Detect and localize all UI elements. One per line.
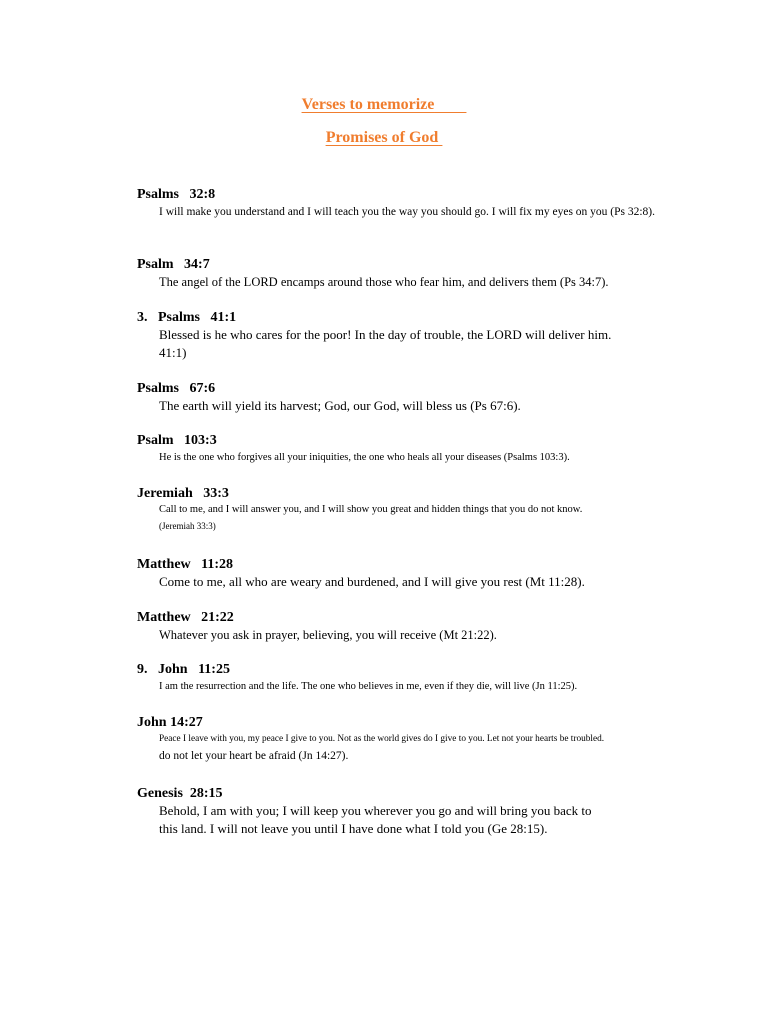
verse-reference: Psalms 32:8 bbox=[137, 187, 216, 202]
verse-item bbox=[137, 785, 697, 838]
verse-item bbox=[137, 186, 697, 221]
verse-item bbox=[137, 380, 697, 415]
verse-text-line: this land. I will not leave you until I have done what I told you (Ge 28:15). bbox=[159, 821, 548, 836]
verse-text: The earth will yield its harvest; God, our God, will bless us (Ps 67:6). bbox=[159, 398, 521, 413]
page-title bbox=[0, 96, 768, 114]
verse-text: I will make you understand and I will teach you the way you should go. I will fix my eyes on you (Ps 32:8). bbox=[159, 206, 656, 218]
verse-text: He is the one who forgives all your iniquities, the one who heals all your diseases (Psalms 103:3). bbox=[159, 452, 570, 463]
verse-reference: 3. Psalms 41:1 bbox=[137, 310, 237, 325]
verse-reference: Psalm 34:7 bbox=[137, 257, 210, 272]
page-subtitle-text bbox=[326, 129, 443, 146]
verse-item bbox=[137, 256, 697, 291]
verse-reference: Jeremiah 33:3 bbox=[137, 486, 229, 501]
verse-text-line: Behold, I am with you; I will keep you wherever you go and will bring you back to bbox=[159, 803, 592, 818]
verse-text bbox=[159, 731, 697, 765]
verse-reference: Matthew 21:22 bbox=[137, 610, 234, 625]
verse-reference: Psalm 103:3 bbox=[137, 433, 217, 448]
verse-reference: Matthew 11:28 bbox=[137, 557, 234, 572]
verse-reference: Psalms 67:6 bbox=[137, 381, 216, 396]
page-subtitle-underline-trail bbox=[438, 129, 442, 146]
verse-reference: Genesis 28:15 bbox=[137, 786, 223, 801]
page-title-label: Verses to memorize bbox=[301, 96, 435, 113]
verse-item bbox=[137, 432, 697, 467]
verse-text: Come to me, all who are weary and burdened, and I will give you rest (Mt 11:28). bbox=[159, 574, 585, 589]
verse-item bbox=[137, 556, 697, 591]
verse-text bbox=[159, 326, 697, 362]
page-subtitle bbox=[0, 129, 768, 147]
verse-item bbox=[137, 661, 697, 696]
page-subtitle-label: Promises of God bbox=[325, 129, 439, 146]
verse-item bbox=[137, 714, 697, 765]
verse-item bbox=[137, 485, 697, 535]
verse-reference: John 14:27 bbox=[137, 715, 203, 730]
verse-text: The angel of the LORD encamps around those who fear him, and delivers them (Ps 34:7). bbox=[159, 275, 609, 289]
verse-text bbox=[159, 802, 697, 838]
verse-text-line: Blessed is he who cares for the poor! In the day of trouble, the LORD will deliver him. bbox=[159, 327, 612, 342]
page-title-text bbox=[302, 96, 467, 113]
verse-text-line: 41:1) bbox=[159, 345, 187, 360]
verse-text-line: Peace I leave with you, my peace I give to you. Not as the world gives do I give to you. Let not your hearts be troubled. bbox=[159, 734, 605, 744]
verse-text-line: Call to me, and I will answer you, and I will show you great and hidden things that you do not know. bbox=[159, 504, 583, 515]
page-title-underline-trail bbox=[434, 96, 466, 113]
verse-text: I am the resurrection and the life. The one who believes in me, even if they die, will live (Jn 11:25). bbox=[159, 681, 578, 692]
verse-item bbox=[137, 609, 697, 644]
verse-text: Whatever you ask in prayer, believing, you will receive (Mt 21:22). bbox=[159, 628, 497, 642]
verse-text-line: do not let your heart be afraid (Jn 14:27). bbox=[159, 750, 349, 762]
verse-text bbox=[159, 502, 697, 535]
verse-item bbox=[137, 309, 697, 362]
verse-reference: 9. John 11:25 bbox=[137, 662, 230, 677]
verse-text-line: (Jeremiah 33:3) bbox=[159, 521, 216, 531]
